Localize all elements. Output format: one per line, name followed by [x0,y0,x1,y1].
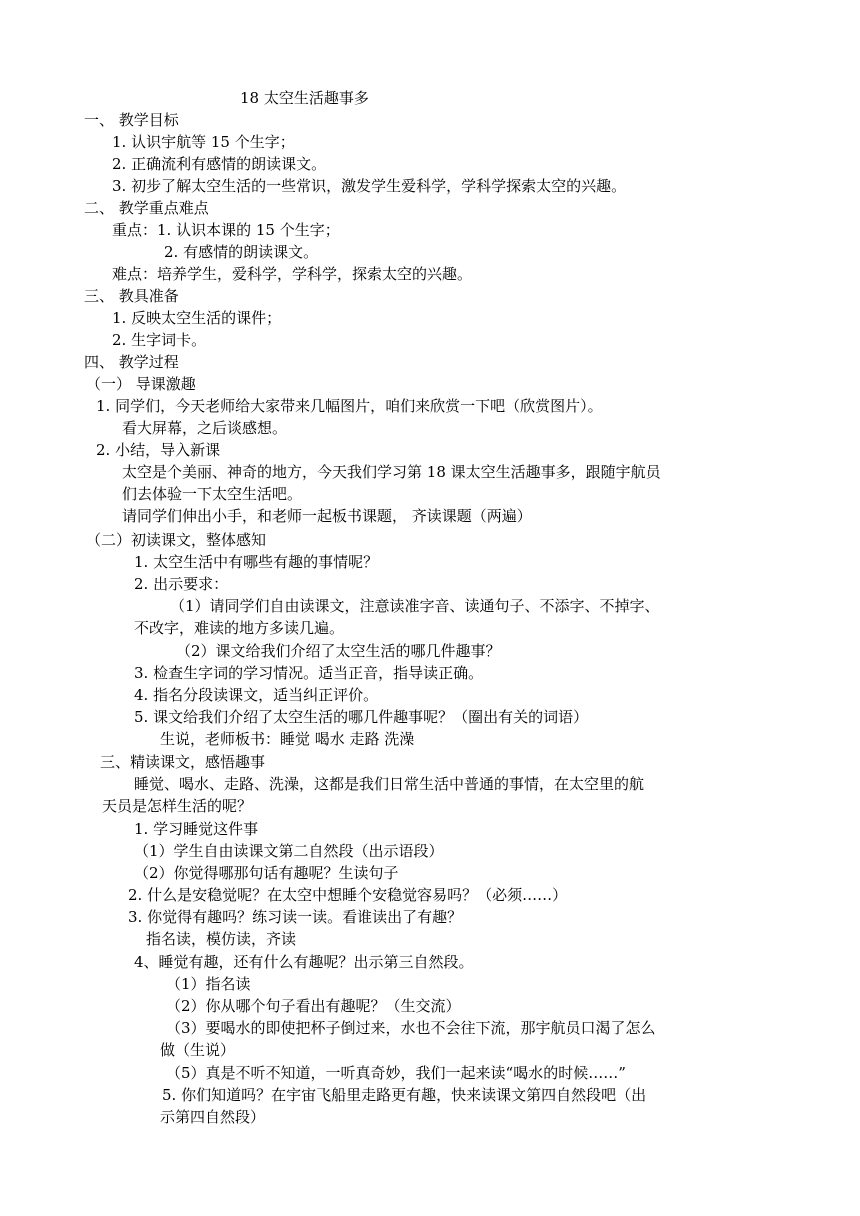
list-item: 1. 反映太空生活的课件； [112,309,282,327]
list-item: （2）你从哪个句子看出有趣呢？（生交流） [166,997,461,1015]
list-item: 3. 你觉得有趣吗？练习读一读。看谁读出了有趣？ [128,908,463,926]
list-item: 5. 你们知道吗？在宇宙飞船里走路更有趣，快来读课文第四自然段吧（出 [162,1086,647,1104]
text-line: 生说，老师板书：睡觉 喝水 走路 洗澡 [160,730,415,748]
list-item: 5. 课文给我们介绍了太空生活的哪几件趣事呢？（圈出有关的词语） [134,708,589,726]
list-item: 4. 指名分段读课文，适当纠正评价。 [134,686,379,704]
text-line: 指名读，模仿读，齐读 [146,930,297,948]
subsection-heading: （二）初读课文，整体感知 [86,531,267,549]
list-item: 2. 正确流利有感情的朗读课文。 [112,155,327,173]
list-item: （1）指名读 [166,975,251,993]
list-item: （1）学生自由读课文第二自然段（出示语段） [134,842,444,860]
text-line: 示第四自然段） [160,1108,266,1126]
section-heading: 三、 教具准备 [84,287,179,305]
section-heading: 一、 教学目标 [84,111,179,129]
section-heading: 三、精读课文，感悟趣事 [100,753,266,771]
text-line: 天员是怎样生活的呢？ [102,797,253,815]
text-line: 难点：培养学生，爱科学，学科学，探索太空的兴趣。 [112,265,473,283]
text-line: 重点：1. 认识本课的 15 个生字； [112,221,340,239]
section-heading: 二、 教学重点难点 [84,199,209,217]
text-line: 不改字，难读的地方多读几遍。 [134,619,345,637]
text-line: 睡觉、喝水、走路、洗澡，这都是我们日常生活中普通的事情，在太空里的航 [134,775,645,793]
text-line: （1）请同学们自由读课文，注意读准字音、读通句子、不添字、不掉字、 [170,597,660,615]
text-line: 看大屏幕，之后谈感想。 [122,419,288,437]
list-item: 2. 什么是安稳觉呢？在太空中想睡个安稳觉容易吗？（必须……） [128,886,568,904]
list-item: 3. 检查生字词的学习情况。适当正音，指导读正确。 [134,664,484,682]
text-line: 们去体验一下太空生活吧。 [122,485,303,503]
list-item: 1. 认识宇航等 15 个生字； [112,133,295,151]
list-item: 1. 学习睡觉这件事 [134,820,259,838]
list-item: （2）你觉得哪那句话有趣呢？生读句子 [134,864,399,882]
section-heading: 四、 教学过程 [84,353,179,371]
text-line: （2）课文给我们介绍了太空生活的哪几件趣事？ [176,642,501,660]
list-item: 2. 出示要求： [134,575,229,593]
list-item: 1. 同学们，今天老师给大家带来几幅图片，咱们来欣赏一下吧（欣赏图片）。 [96,397,603,415]
text-line: 太空是个美丽、神奇的地方，今天我们学习第 18 课太空生活趣事多，跟随宇航员 [122,463,661,481]
text-line: 做（生说） [160,1041,236,1059]
list-item: 3. 初步了解太空生活的一些常识，激发学生爱科学，学科学探索太空的兴趣。 [112,177,627,195]
list-item: （5）真是不听不知道，一听真奇妙，我们一起来读“喝水的时候……” [166,1064,626,1082]
list-item: 1. 太空生活中有哪些有趣的事情呢？ [134,553,379,571]
list-item: （3）要喝水的即使把杯子倒过来，水也不会往下流，那宇航员口渴了怎么 [166,1019,656,1037]
list-item: 4、睡觉有趣，还有什么有趣呢？出示第三自然段。 [134,953,474,971]
page-title: 18 太空生活趣事多 [240,89,369,107]
list-item: 2. 生字词卡。 [112,331,207,349]
list-item: 2. 有感情的朗读课文。 [164,243,319,261]
subsection-heading: （一） 导课激趣 [86,375,196,393]
text-line: 请同学们伸出小手，和老师一起板书课题， 齐读课题（两遍） [122,507,532,525]
list-item: 2. 小结，导入新课 [96,441,221,459]
